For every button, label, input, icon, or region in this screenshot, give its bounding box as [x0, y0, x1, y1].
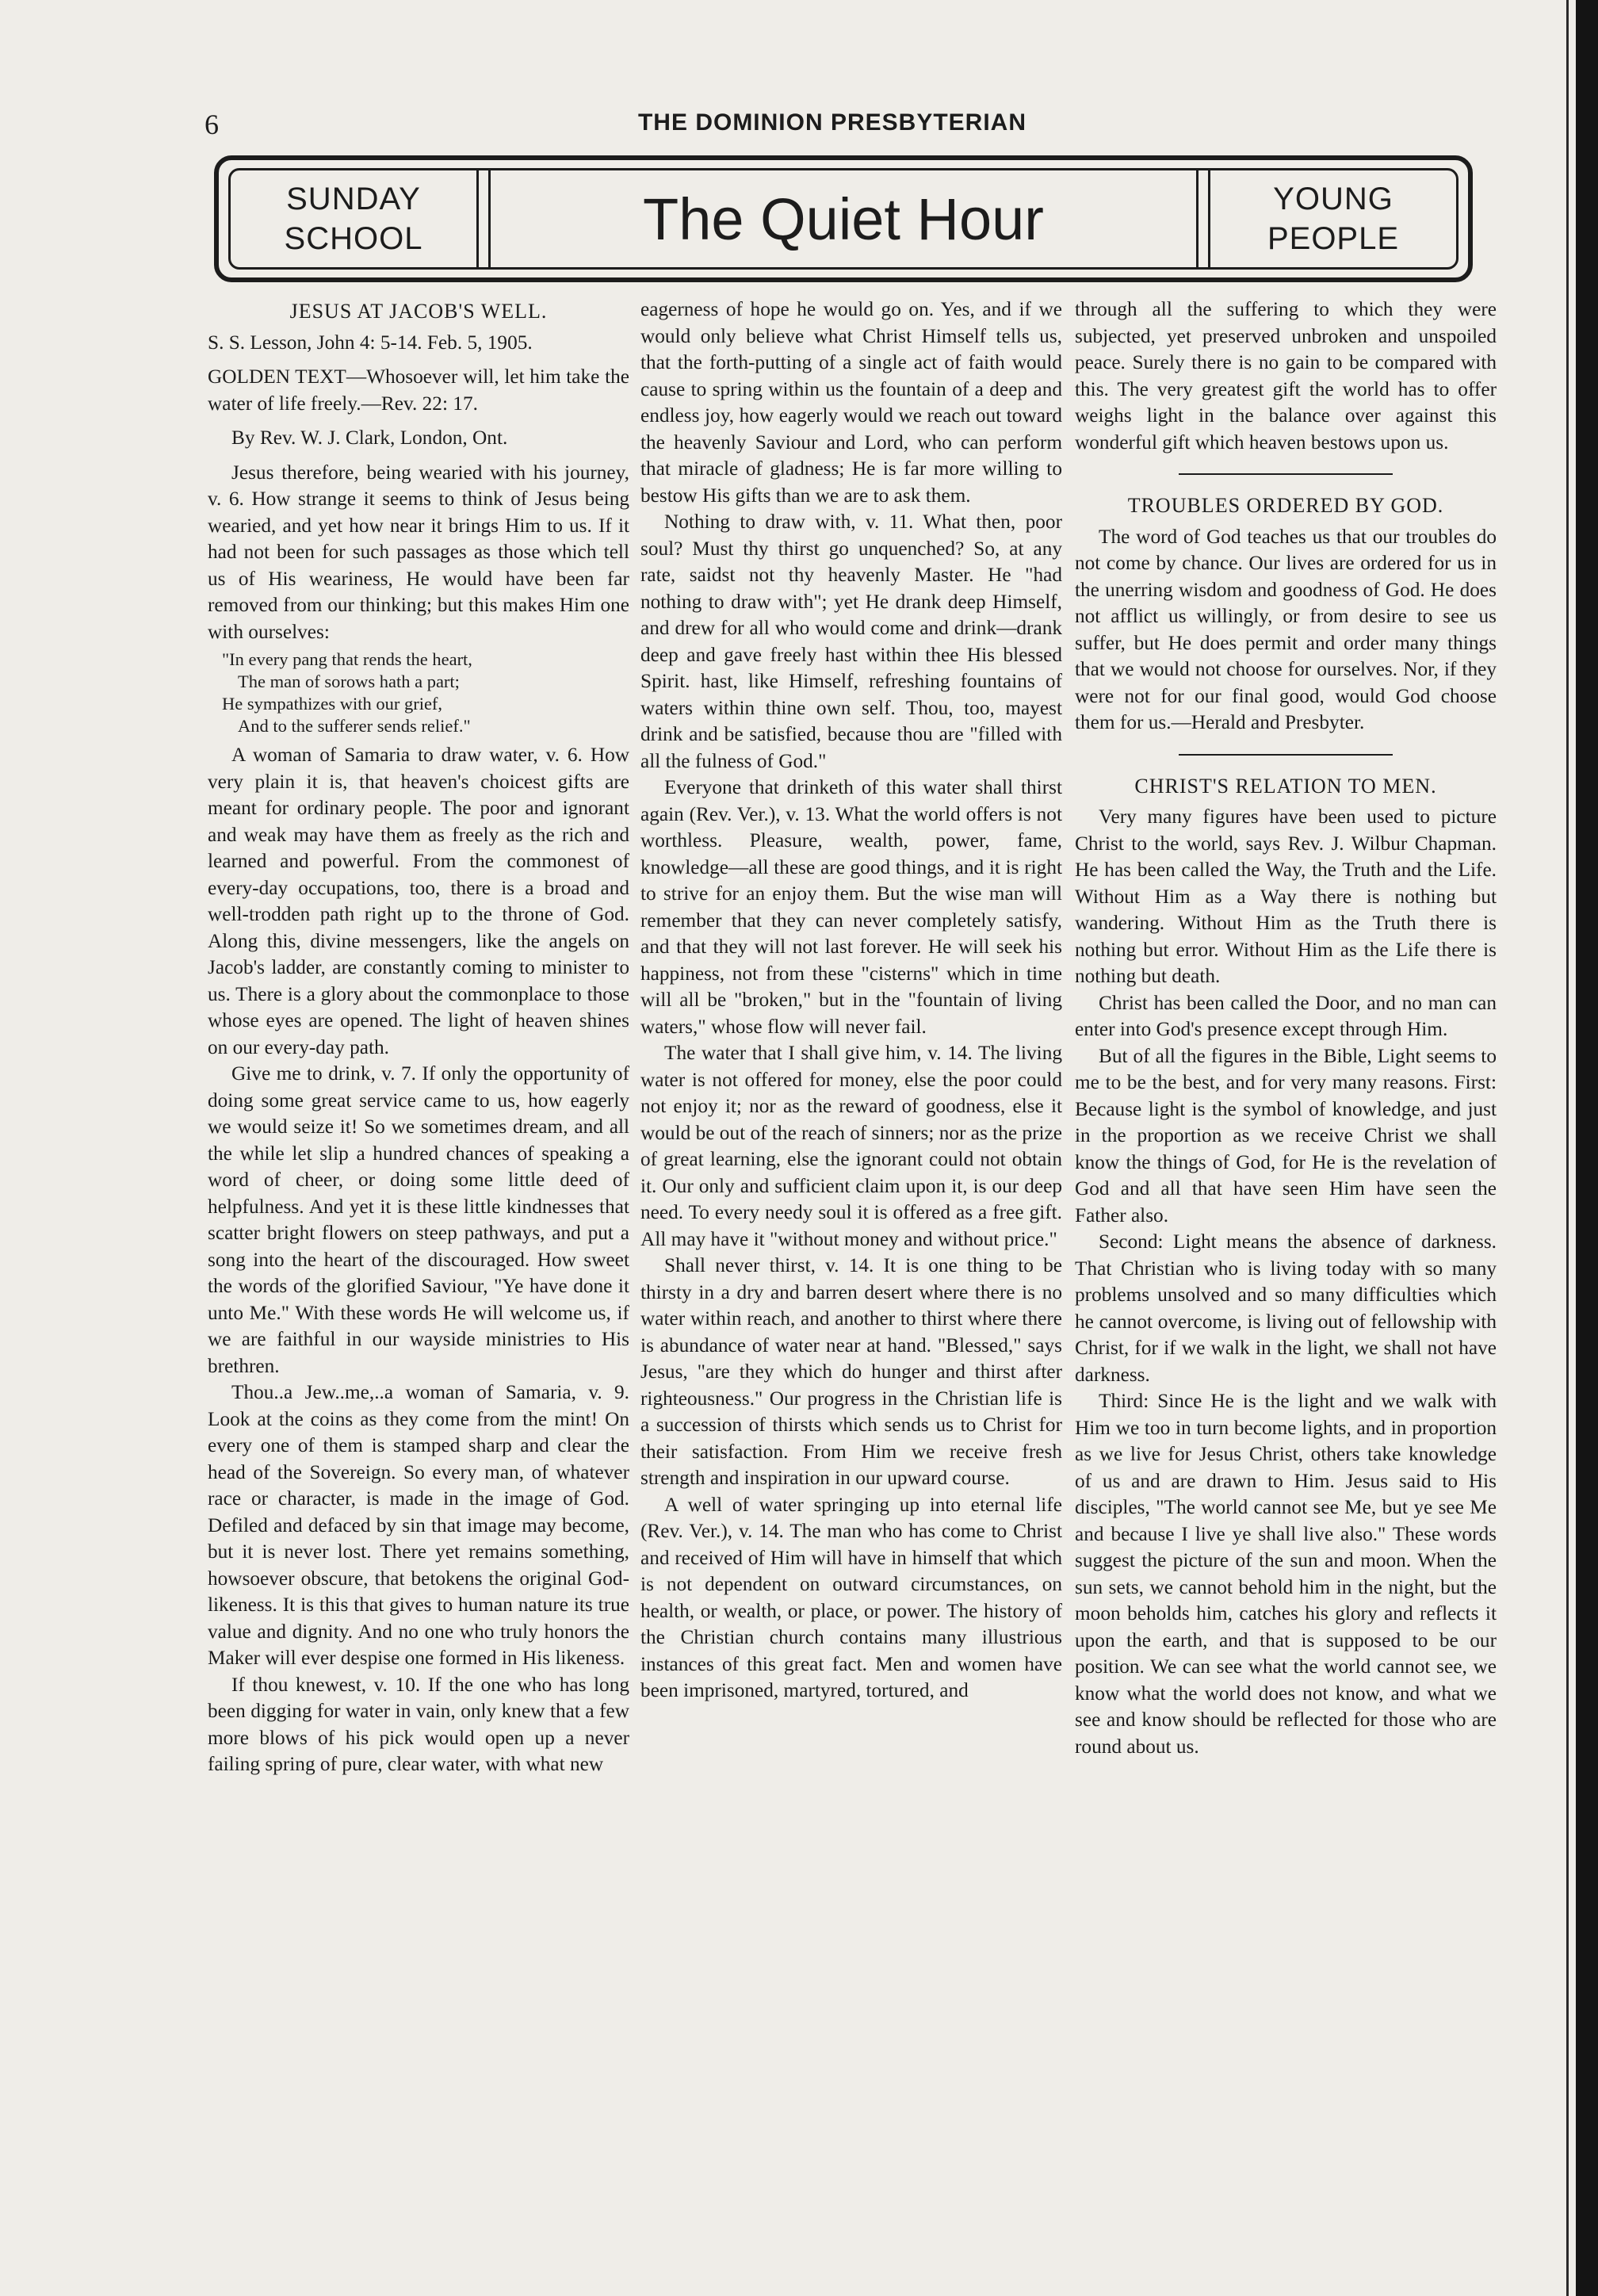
- section-rule: [1179, 473, 1393, 475]
- banner-right-line-1: YOUNG: [1273, 182, 1393, 216]
- lesson-paragraph: If thou knewest, v. 10. If the one who has long been digging for water in vain, only knew that a few more blows of his pick would open up a never failing spring of pure, clear water, with what new: [208, 1673, 629, 1775]
- poem: [222, 649, 629, 737]
- christ-paragraph: But of all the figures in the Bible, Light seems to me to be the best, and for very many reasons. First: Because light is the symbol of knowledge, and just in the proportion as we receive Christ we shall know the things of God, for He is the revelation of God and all that have seen Him have seen the Father also.: [1075, 1044, 1497, 1226]
- running-head: THE DOMINION PRESBYTERIAN: [637, 109, 1027, 136]
- banner-inner-frame: [228, 168, 1458, 270]
- christ-paragraph: Christ has been called the Door, and no man can enter into God's presence except through Him.: [1075, 991, 1497, 1040]
- troubles-heading: TROUBLES ORDERED BY GOD.: [1127, 494, 1444, 517]
- lesson-paragraph: through all the suffering to which they were subjected, yet preserved unbroken and unspoiled peace. Surely there is no gain to be compared with this. The very greatest gift the world has to offer weighs light in the balance over against this wonderful gift which heaven bestows upon us.: [1075, 298, 1497, 453]
- banner-left-line-1: SUNDAY: [286, 182, 421, 216]
- lesson-paragraph: Give me to drink, v. 7. If only the opportunity of doing some great service came to us, how eagerly we would seize it! So we sometimes dream, and all the while let slip a hundred chances of speaking a word of cheer, or doing some little deed of helpfulness. And yet it is these little kindnesses that scatter bright flowers on steep pathways, and put a song into the heart of the discouraged. How sweet the words of the glorified Saviour, "Ye have done it unto Me." With these words He will welcome us, if we are faithful in our wayside ministries to His brethren.: [208, 1062, 629, 1377]
- section-banner: [214, 155, 1473, 282]
- column-3: [1075, 297, 1497, 1760]
- lesson-paragraph: Jesus therefore, being wearied with his journey, v. 6. How strange it seems to think of Jesus being wearied, and yet how near it brings Him to us. If it had not been for such passages as those which tell us of His weariness, He would have been far removed from our thinking; but this makes Him one with ourselves:: [208, 461, 629, 643]
- poem-line: The man of sorows hath a part;: [238, 672, 460, 691]
- section-rule: [1179, 754, 1393, 756]
- troubles-paragraph: The word of God teaches us that our troubles do not come by chance. Our lives are ordered for us in the unerring wisdom and goodness of God. He does not afflict us willingly, or from desire to see us suffer, but He does permit and order many things that we would not choose for ourselves. Nor, if they were not for our final good, would God choose them for us.—Herald and Presbyter.: [1075, 525, 1497, 733]
- lesson-heading: JESUS AT JACOB'S WELL.: [289, 300, 548, 323]
- banner-title: The Quiet Hour: [643, 186, 1044, 252]
- lesson-paragraph: Shall never thirst, v. 14. It is one thing to be thirsty in a dry and barren desert where there is no water within reach, and another to thirst where there is abundance of water near at hand. "Blessed," says Jesus, "are they which do hunger and thirst after righteousness." Our progress in the Christian life is a succession of thirsts which sends us to Christ for their satisfaction. From Him we receive fresh strength and inspiration in our upward course.: [640, 1254, 1062, 1489]
- scan-edge: [1576, 0, 1598, 2296]
- lesson-paragraph: A woman of Samaria to draw water, v. 6. How very plain it is, that heaven's choicest gifts are meant for ordinary people. The poor and ignorant and weak may have them as freely as the rich and learned and powerful. From the commonest of every-day occupations, too, there is a broad and well-trodden path right up to the throne of God. Along this, divine messengers, like the angels on Jacob's ladder, are constantly coming to minister to us. There is a glory about the commonplace to those whose eyes are opened. The light of heaven shines on our every-day path.: [208, 744, 629, 1058]
- banner-right-label: [1210, 170, 1456, 267]
- banner-divider-left: [476, 170, 491, 267]
- poem-line: "In every pang that rends the heart,: [222, 649, 472, 669]
- banner-right-line-2: PEOPLE: [1267, 221, 1400, 256]
- lesson-author: By Rev. W. J. Clark, London, Ont.: [231, 427, 508, 449]
- poem-line: And to the sufferer sends relief.": [238, 716, 471, 736]
- lesson-paragraph: eagerness of hope he would go on. Yes, and if we would only believe what Christ Himself tells us, that the forth-putting of a single act of faith would cause to spring within us the fountain of a deep and endless joy, how eagerly would we reach out toward the heavenly Saviour and Lord, who can perform that miracle of gladness; He is far more willing to bestow His gifts than we are to ask them.: [640, 298, 1062, 507]
- lesson-paragraph: The water that I shall give him, v. 14. The living water is not offered for money, else the poor could not enjoy it; nor as the reward of goodness, else it would be out of the reach of sinners; nor as the prize of great learning, else the ignorant could not obtain it. Our only and sufficient claim upon it, is our deep need. To every needy soul it is offered as a free gift. All may have it "without money and without price.": [640, 1042, 1062, 1250]
- page-number: 6: [205, 109, 219, 140]
- banner-divider-right: [1196, 170, 1210, 267]
- lesson-paragraph: Nothing to draw with, v. 11. What then, poor soul? Must thy thirst go unquenched? So, at any rate, saidst not thy heavenly Master. He "had nothing to draw with"; yet He drank deep Himself, and drew for all who would come and drink—drank deep and gave freely hast within thee His blessed Spirit. hast, like Himself, refreshing fountains of waters within thine own self. Thou, too, mayest drink and be satisfied, because thou are "filled with all the fulness of God.": [640, 511, 1062, 772]
- lesson-paragraph: Thou..a Jew..me,..a woman of Samaria, v. 9. Look at the coins as they come from the mint! On every one of them is stamped sharp and clear the head of the Sovereign. So every man, of whatever race or character, is made in the image of God. Defiled and defaced by sin that image may become, but it is never lost. There yet remains something, howsoever obscure, that betokens the original God-likeness. It is this that gives to human nature its true value and dignity. And no one who truly honors the Maker will ever despise one formed in His likeness.: [208, 1381, 629, 1669]
- column-1: [208, 297, 629, 1778]
- banner-left-label: [231, 170, 476, 267]
- christ-paragraph: Third: Since He is the light and we walk with Him we too in turn become lights, and in proportion as we live for Jesus Christ, others take knowledge of us and are drawn to Him. Jesus said to His disciples, "The world cannot see Me, but ye see Me and because I live ye shall live also." These words suggest the picture of the sun and moon. When the sun sets, we cannot behold him in the night, but the moon beholds him, catches his glory and reflects it upon the earth, and that is supposed to be our position. We can see what the world cannot see, we know what the world does not know, and what we see and know should be reflected for those who are round about us.: [1075, 1390, 1497, 1758]
- christ-paragraph: Second: Light means the absence of darkness. That Christian who is living today with so many problems unsolved and so many difficulties which he cannot overcome, is living out of fellowship with Christ, for if we walk in the light, we shall not have darkness.: [1075, 1230, 1497, 1386]
- column-2: [640, 297, 1062, 1705]
- christ-paragraph: Very many figures have been used to picture Christ to the world, says Rev. J. Wilbur Chapman. He has been called the Way, the Truth and the Life. Without Him as a Way there is nothing but wandering. Without Him as the Truth there is nothing but error. Without Him as the Life there is nothing but death.: [1075, 806, 1497, 987]
- lesson-reference: S. S. Lesson, John 4: 5-14. Feb. 5, 1905.: [208, 331, 533, 354]
- page-edge-line: [1566, 0, 1569, 2296]
- lesson-paragraph: Everyone that drinketh of this water shall thirst again (Rev. Ver.), v. 13. What the world offers is not worthless. Pleasure, wealth, power, fame, knowledge—all these are good things, and it is right to strive for an enjoy them. But the wise man will remember that they can never completely satisfy, and that they will not last forever. He will seek his happiness, not from these "cisterns" which in time will all be "broken," but in the "fountain of living waters," whose flow will never fail.: [640, 776, 1062, 1038]
- christ-heading: CHRIST'S RELATION TO MEN.: [1134, 774, 1437, 798]
- lesson-paragraph: A well of water springing up into eternal life (Rev. Ver.), v. 14. The man who has come to Christ and received of Him will have in himself that which is not dependent on outward circumstances, on health, or wealth, or place, or power. The history of the Christian church contains many illustrious instances of this great fact. Men and women have been imprisoned, martyred, tortured, and: [640, 1493, 1062, 1701]
- banner-left-line-2: SCHOOL: [284, 221, 423, 256]
- poem-line: He sympathizes with our grief,: [222, 694, 443, 714]
- golden-text: GOLDEN TEXT—Whosoever will, let him take the water of life freely.—Rev. 22: 17.: [208, 365, 629, 415]
